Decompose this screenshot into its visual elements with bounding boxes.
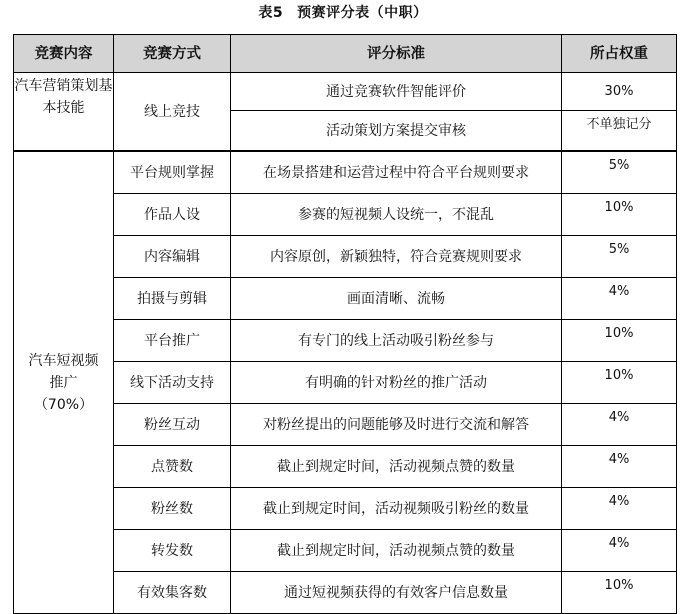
- method-cell: 粉丝互动: [114, 404, 231, 446]
- weight-cell: 5%: [562, 151, 677, 194]
- method-cell: 平台规则掌握: [114, 151, 231, 194]
- standard-cell: 截止到规定时间，活动视频点赞的数量: [231, 530, 562, 572]
- table-row: [14, 572, 677, 614]
- method-cell: 线下活动支持: [114, 362, 231, 404]
- standard-cell: 通过竞赛软件智能评价: [231, 73, 562, 111]
- table-row: [14, 151, 677, 194]
- table-row: [14, 530, 677, 572]
- method-cell: 平台推广: [114, 320, 231, 362]
- header-content: 竞赛内容: [14, 35, 114, 73]
- weight-cell: 4%: [562, 488, 677, 530]
- method-cell: 作品人设: [114, 194, 231, 236]
- weight-cell: 不单独记分: [562, 111, 677, 152]
- standard-cell: 内容原创，新颖独特，符合竞赛规则要求: [231, 236, 562, 278]
- content-cell-video: [14, 151, 114, 614]
- weight-cell: 4%: [562, 446, 677, 488]
- method-cell: 粉丝数: [114, 488, 231, 530]
- content-line: 汽车短视频: [28, 352, 99, 369]
- method-cell: 有效集客数: [114, 572, 231, 614]
- weight-cell: 4%: [562, 278, 677, 320]
- weight-cell: 30%: [562, 73, 677, 111]
- weight-cell: 10%: [562, 572, 677, 614]
- standard-cell: 有专门的线上活动吸引粉丝参与: [231, 320, 562, 362]
- table-number: 表5: [258, 5, 284, 21]
- table-row: [14, 404, 677, 446]
- standard-cell: 参赛的短视频人设统一，不混乱: [231, 194, 562, 236]
- method-cell: 点赞数: [114, 446, 231, 488]
- content-line: 推广: [49, 374, 78, 391]
- header-row: [14, 35, 677, 73]
- table-row: [14, 194, 677, 236]
- weight-cell: 10%: [562, 320, 677, 362]
- standard-cell: 画面清晰、流畅: [231, 278, 562, 320]
- weight-cell: 4%: [562, 404, 677, 446]
- table-row: [14, 236, 677, 278]
- weight-cell: 4%: [562, 530, 677, 572]
- method-cell: 拍摄与剪辑: [114, 278, 231, 320]
- content-cell-marketing: 汽车营销策划基本技能: [14, 73, 114, 152]
- method-cell: 内容编辑: [114, 236, 231, 278]
- content-line: （70%）: [33, 396, 94, 413]
- standard-cell: 有明确的针对粉丝的推广活动: [231, 362, 562, 404]
- header-standard: 评分标准: [231, 35, 562, 73]
- table-caption: [0, 2, 686, 22]
- method-cell: 转发数: [114, 530, 231, 572]
- weight-cell: 5%: [562, 236, 677, 278]
- scoring-table: [13, 34, 677, 614]
- standard-cell: 截止到规定时间，活动视频吸引粉丝的数量: [231, 488, 562, 530]
- table-row: [14, 320, 677, 362]
- header-weight: 所占权重: [562, 35, 677, 73]
- table-title: 预赛评分表（中职）: [297, 5, 428, 21]
- table-row: [14, 73, 677, 111]
- standard-cell: 对粉丝提出的问题能够及时进行交流和解答: [231, 404, 562, 446]
- table-row: [14, 446, 677, 488]
- table-row: [14, 488, 677, 530]
- table-row: [14, 362, 677, 404]
- weight-cell: 10%: [562, 362, 677, 404]
- weight-cell: 10%: [562, 194, 677, 236]
- standard-cell: 在场景搭建和运营过程中符合平台规则要求: [231, 151, 562, 194]
- header-method: 竞赛方式: [114, 35, 231, 73]
- table-row: [14, 278, 677, 320]
- standard-cell: 活动策划方案提交审核: [231, 111, 562, 152]
- standard-cell: 截止到规定时间，活动视频点赞的数量: [231, 446, 562, 488]
- method-cell-online: 线上竞技: [114, 73, 231, 152]
- standard-cell: 通过短视频获得的有效客户信息数量: [231, 572, 562, 614]
